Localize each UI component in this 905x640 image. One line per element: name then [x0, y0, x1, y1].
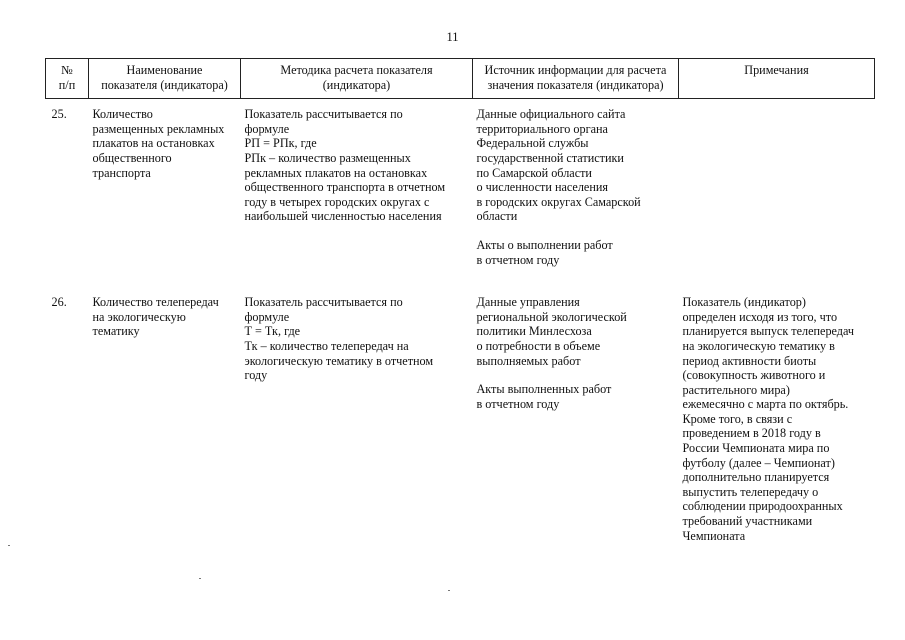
text-line: в отчетном году: [476, 396, 560, 411]
text-line: Примечания: [744, 63, 809, 77]
text-line: области: [476, 209, 518, 224]
text-line: о численности населения: [476, 180, 608, 195]
text-line: региональной экологической: [476, 309, 627, 324]
header-name: [89, 59, 241, 99]
text-line: №: [61, 63, 73, 77]
row-number: 25.: [51, 107, 67, 122]
information-source: [473, 267, 679, 543]
text-line: общественного транспорта в отчетном: [244, 180, 446, 195]
text-line: проведением в 2018 году в: [682, 426, 821, 441]
text-line: наибольшей численностью населения: [244, 209, 442, 224]
table-row: [46, 99, 875, 267]
text-line: Тк – количество телепередач на: [244, 338, 409, 353]
text-line: РПк – количество размещенных: [244, 150, 411, 165]
text-line: значения показателя (индикатора): [487, 77, 664, 92]
text-line: соблюдении природоохранных: [682, 499, 843, 514]
information-source: [473, 99, 679, 267]
text-line: футболу (далее – Чемпионат): [682, 455, 835, 470]
text-line: формуле: [244, 121, 290, 136]
text-line: п/п: [58, 77, 76, 92]
scan-speck: [448, 590, 450, 591]
text-line: экологическую тематику в отчетном: [244, 353, 434, 368]
text-line: Методика расчета показателя: [280, 63, 433, 77]
text-line: России Чемпионата мира по: [682, 441, 830, 456]
text-line: Федеральной службы: [476, 136, 589, 151]
text-line: на экологическую тематику в: [682, 338, 835, 353]
indicator-name: [89, 267, 241, 543]
text-line: период активности биоты: [682, 353, 817, 368]
text-line: Количество: [92, 107, 153, 122]
text-line: в городских округах Самарской: [476, 194, 641, 209]
table-header-row: [46, 59, 875, 99]
text-line: планируется выпуск телепередач: [682, 324, 855, 339]
text-line: выполняемых работ: [476, 353, 581, 368]
indicator-table: [45, 58, 875, 543]
text-line: РП = РПк, где: [244, 136, 317, 151]
text-line: Кроме того, в связи с: [682, 411, 793, 426]
text-line: тематику: [92, 324, 140, 339]
text-line: рекламных плакатов на остановках: [244, 165, 428, 180]
text-line: транспорта: [92, 165, 151, 180]
text-line: в отчетном году: [476, 252, 560, 267]
text-line: формуле: [244, 309, 290, 324]
page-number: 11: [446, 30, 459, 44]
notes: [679, 267, 875, 543]
indicator-name: [89, 99, 241, 267]
text-line: (индикатора): [322, 77, 391, 92]
text-line: году: [244, 368, 268, 383]
text-line: на экологическую: [92, 309, 186, 324]
text-line: территориального органа: [476, 121, 608, 136]
header-notes: [679, 59, 875, 99]
header-num: [46, 59, 89, 99]
text-line: Показатель рассчитывается по: [244, 107, 403, 122]
text-line: о потребности в объеме: [476, 338, 601, 353]
text-line: Акты выполненных работ: [476, 382, 612, 397]
scan-speck: [8, 545, 10, 546]
text-line: политики Минлесхоза: [476, 324, 592, 339]
text-line: Данные официального сайта: [476, 107, 626, 122]
line-gap: [477, 368, 675, 382]
text-line: году в четырех городских округах с: [244, 194, 430, 209]
line-gap: [477, 224, 675, 238]
text-line: Акты о выполнении работ: [476, 237, 613, 252]
scan-speck: [199, 578, 201, 579]
table-row: [46, 267, 875, 543]
text-line: Показатель (индикатор): [682, 295, 806, 310]
row-number: 26.: [51, 295, 67, 310]
calculation-method: [241, 99, 473, 267]
text-line: размещенных рекламных: [92, 121, 225, 136]
text-line: Количество телепередач: [92, 295, 219, 310]
text-line: дополнительно планируется: [682, 470, 830, 485]
text-line: выпустить телепередачу о: [682, 484, 819, 499]
text-line: Источник информации для расчета: [484, 63, 667, 77]
text-line: растительного мира): [682, 382, 790, 397]
header-source: [473, 59, 679, 99]
text-line: Показатель рассчитывается по: [244, 295, 403, 310]
text-line: показателя (индикатора): [101, 77, 228, 92]
text-line: плакатов на остановках: [92, 136, 215, 151]
text-line: Наименование: [126, 63, 203, 77]
text-line: государственной статистики: [476, 150, 624, 165]
text-line: требований участниками: [682, 514, 813, 529]
header-method: [241, 59, 473, 99]
text-line: Данные управления: [476, 295, 580, 310]
text-line: Чемпионата: [682, 528, 746, 543]
notes: [679, 99, 875, 267]
text-line: Т = Тк, где: [244, 324, 301, 339]
text-line: общественного: [92, 150, 172, 165]
text-line: ежемесячно с марта по октябрь.: [682, 397, 849, 412]
text-line: определен исходя из того, что: [682, 309, 838, 324]
calculation-method: [241, 267, 473, 543]
text-line: (совокупность животного и: [682, 368, 826, 383]
text-line: по Самарской области: [476, 165, 592, 180]
